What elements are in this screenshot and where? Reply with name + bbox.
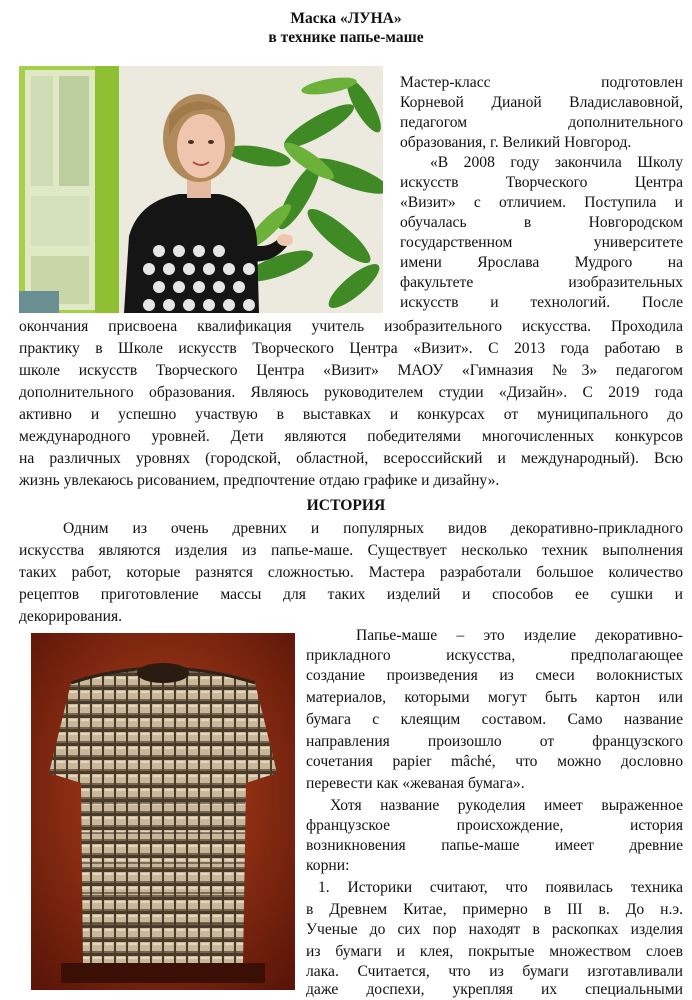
intro-line: активно и успешно участвую в выставках и конкурсах от муниципального до	[19, 406, 683, 423]
history-line: перевести как «жеваная бумага».	[306, 775, 525, 792]
intro-line: государственном университете	[400, 234, 683, 251]
intro-line: на различных уровнях (городской, областной, всероссийский и международный). Всю	[19, 450, 683, 467]
intro-line: международного уровней. Дети являются победителями многочисленных конкурсов	[19, 428, 683, 445]
intro-line: практику в Школе искусств Творческого Центра «Визит». С 2013 года работаю в	[19, 340, 683, 357]
document-subtitle: в технике папье-маше	[268, 29, 424, 46]
history-line: искусства являются изделия из папье-маше. Существует несколько техник выполнения	[19, 542, 683, 559]
history-line: Одним из очень древних и популярных видов декоративно-прикладного	[63, 520, 683, 537]
history-line: даже доспехи, укрепляя их специальными	[306, 981, 683, 998]
section-heading-history: ИСТОРИЯ	[306, 497, 386, 514]
intro-line: «Визит» с отличием. Поступила и	[400, 194, 683, 211]
intro-line: окончания присвоена квалификация учитель изобразительного искусства. Проходила	[19, 318, 683, 335]
history-line: сочетания papier mâché, что можно дословно	[306, 753, 683, 770]
intro-line: дополнительного образования. Являюсь руководителем студии «Дизайн». С 2019 года	[19, 384, 683, 401]
author-portrait-photo	[19, 66, 383, 313]
history-line: материалов, которыми могут быть картон или	[306, 689, 683, 706]
history-line: создание произведения из смеси волокнистых	[306, 667, 683, 684]
intro-line: обучалась в Новгородском	[400, 214, 683, 231]
history-line: таких работ, которые разнятся сложностью. Мастера разработали большое количество	[19, 564, 683, 581]
history-line: направления произошло от французского	[306, 733, 683, 750]
history-line: прикладного искусства, предполагающее	[306, 647, 683, 664]
history-line: бумага с клеящим составом. Само название	[306, 711, 683, 728]
history-line: французское происхождение, история	[306, 817, 683, 834]
history-line: рецептов приготовление массы для таких изделий и способов ее сушки и	[19, 586, 683, 603]
intro-line: Корневой Дианой Владиславовной,	[400, 94, 683, 111]
intro-line: жизнь увлекаюсь рисованием, предпочтение отдаю графике и дизайну».	[19, 472, 500, 489]
history-line: из бумаги и клея, покрытые множеством слоев	[306, 943, 683, 960]
intro-line: искусств и технологий. После	[400, 294, 683, 311]
history-line: Ученые до сих пор находят в раскопках изделия	[306, 921, 683, 938]
document-title: Маска «ЛУНА»	[290, 10, 402, 27]
history-line: корни:	[306, 857, 350, 874]
history-line: в Древнем Китае, примерно в III в. До н.э.	[306, 901, 683, 918]
intro-line: школе искусств Творческого Центра «Визит» МАОУ «Гимназия №3» педагогом	[19, 362, 683, 379]
history-line: декорирования.	[19, 608, 123, 625]
history-line: Хотя название рукоделия имеет выраженное	[330, 797, 683, 814]
intro-line: имени Ярослава Мудрого на	[400, 254, 683, 271]
history-line: возникновения папье-маше имеет древние	[306, 837, 683, 854]
history-line: лака. Считается, что из бумаги изготавливали	[306, 963, 683, 980]
intro-line: образования, г. Великий Новгород.	[400, 134, 632, 151]
history-line: 1. Историки считают, что появилась техника	[318, 879, 683, 896]
intro-line: искусств Творческого Центра	[400, 174, 683, 191]
history-line: Папье-маше – это изделие декоративно-	[356, 627, 683, 644]
paper-armor-photo	[31, 633, 295, 990]
intro-line: Мастер-класс подготовлен	[400, 74, 683, 91]
intro-line: педагогом дополнительного	[400, 114, 683, 131]
intro-line: «В 2008 году закончила Школу	[430, 154, 683, 171]
intro-line: факультете изобразительных	[400, 274, 683, 291]
